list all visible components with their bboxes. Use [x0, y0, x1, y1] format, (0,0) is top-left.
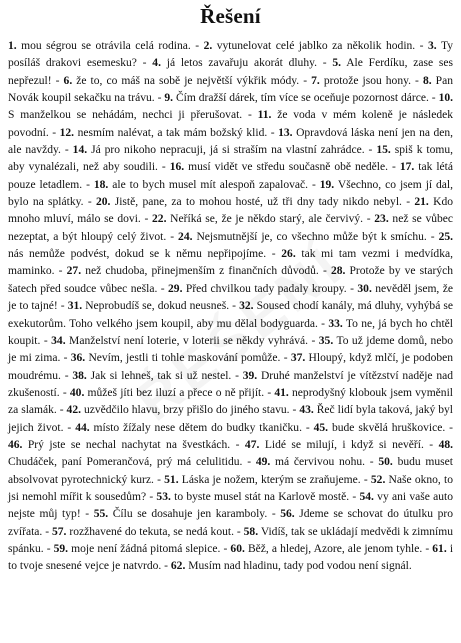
solution-text: Jistě, pane, za to mohou hosté, už tři dny tady nikdo nebyl. — [114, 196, 402, 209]
solution-item — [67, 265, 319, 277]
solution-text: Nevím, jestli ti tohle maskování pomůže. — [88, 352, 281, 365]
solution-item — [94, 508, 268, 520]
solution-number: 16. — [169, 161, 185, 174]
solution-number: 7. — [311, 74, 320, 87]
solution-number: 58. — [243, 525, 259, 538]
solution-text: Před chvilkou tady padaly kroupy. — [185, 282, 347, 295]
solution-number: 18. — [93, 178, 109, 191]
solution-number: 34. — [51, 334, 66, 347]
solution-number: 44. — [75, 421, 90, 434]
solution-text: můžeš jíti bez iluzí a přece o ně přijít. — [87, 386, 265, 399]
solution-text: Čílu se dosahuje jen karamboly. — [112, 508, 268, 521]
solution-number: 54. — [359, 490, 374, 503]
solution-number: 59. — [53, 542, 69, 555]
solution-number: 6. — [63, 74, 73, 87]
solution-item — [68, 300, 229, 312]
solution-text: budu muset absolvovat pyrotechnický kurz. — [8, 456, 454, 486]
solution-number: 50. — [378, 456, 393, 469]
solution-number: 26. — [281, 248, 296, 261]
solution-number: 46. — [8, 438, 23, 451]
solution-item — [230, 543, 422, 555]
solution-number: 56. — [280, 508, 295, 521]
solution-number: 39. — [242, 369, 258, 382]
solution-item — [152, 57, 317, 69]
solution-number: 36. — [70, 352, 86, 365]
solution-text: Ale Ferdíku, zase ses nepřezul! — [8, 57, 453, 87]
solution-item — [178, 231, 427, 243]
solution-number: 5. — [332, 57, 342, 70]
solution-text: Neříká se, že je někdo starý, ale červivý. — [170, 213, 364, 226]
solution-text: vy ani vaše auto nejste můj typ! — [8, 490, 453, 521]
solution-text: Musím nad hladinu, tady pod vodou není signál. — [188, 560, 412, 573]
solution-item — [75, 422, 302, 434]
solution-text: tak mi tam vezmi i medvídka, maminko. — [8, 248, 453, 278]
solution-text: Já pro nikoho nepracuji, já si straším na vlastní zahrádce. — [91, 144, 365, 157]
solution-text: má červivou nohu. — [275, 456, 366, 469]
solution-item — [67, 404, 290, 416]
solution-number: 19. — [319, 178, 335, 191]
solution-item — [96, 196, 402, 208]
solution-text: Pan Novák koupil sekačku na trávu. — [8, 74, 453, 105]
solution-text: než chudoba, přinejmenším z finančních důvodů. — [85, 265, 319, 278]
solution-text: Neprobudíš se, dokud neusneš. — [85, 300, 230, 313]
solution-number: 30. — [357, 282, 372, 295]
solution-text: spiš k tomu, aby vynalézali, než aby soudili. — [8, 144, 454, 174]
solution-item — [156, 491, 349, 503]
solution-number: 3. — [428, 40, 437, 52]
solution-text: Naše okno, to jsi nemohl mířit k sousedům? — [8, 473, 453, 503]
solution-number: 57. — [51, 525, 67, 538]
solution-item — [73, 144, 365, 156]
solution-number: 14. — [72, 144, 88, 157]
solution-text: S manželkou se nehádám, nechci ji přerušovat. — [8, 109, 243, 122]
solution-text: moje není žádná pitomá slepice. — [71, 542, 221, 555]
solution-text: Ty posíláš drakovi esemesku? — [8, 40, 454, 70]
solution-item — [170, 161, 388, 173]
solution-item — [64, 75, 300, 87]
solution-number: 23. — [374, 213, 389, 226]
solution-text: Kdo mnoho mluví, málo se dovi. — [8, 196, 454, 226]
solution-number: 22. — [152, 213, 167, 226]
solution-item — [52, 526, 234, 538]
solution-text: protože jsou hony. — [323, 74, 412, 87]
solution-item — [8, 40, 191, 52]
solution-number: 52. — [370, 473, 386, 486]
solution-number: 10. — [438, 92, 453, 105]
solution-number: 24. — [178, 230, 193, 243]
solution-item — [168, 283, 347, 295]
solution-text: Láska je nožem, kterým se zraňujeme. — [181, 473, 361, 486]
solution-number: 61. — [432, 542, 447, 555]
solution-text: Běž, a hledej, Azore, ale jenom tyhle. — [247, 542, 423, 555]
solution-number: 62. — [170, 560, 186, 573]
solution-item — [51, 335, 308, 347]
solution-text: nevěděl jsem, že je to tajné! — [8, 282, 453, 313]
solution-item — [94, 179, 308, 191]
solution-number: 53. — [156, 490, 171, 503]
solution-item — [71, 352, 281, 364]
solution-text: že to, co máš na sobě je největší výkřik módy. — [76, 74, 300, 87]
solution-number: 17. — [399, 161, 415, 174]
solution-text: ale to bych musel mít alespoň zapalovač. — [112, 178, 309, 191]
solution-item — [256, 456, 365, 468]
solution-text: bude skvělá hruškovice. — [331, 421, 446, 434]
solution-number: 60. — [230, 542, 245, 555]
solution-number: 42. — [66, 404, 81, 417]
solution-number: 13. — [278, 126, 293, 139]
solution-number: 40. — [69, 386, 85, 399]
solution-number: 41. — [274, 386, 289, 399]
solution-number: 15. — [376, 144, 391, 157]
solution-text: neprodyšný klobouk jsem vyměnil za slamák. — [8, 386, 453, 417]
solution-number: 29. — [168, 282, 183, 295]
solution-number: 37. — [290, 352, 306, 365]
solution-text: vytunelovat celé jablko za několik hodin. — [216, 40, 416, 52]
solution-text: Hloupý, když mlčí, je podoben moudrému. — [8, 352, 454, 382]
solution-number: 25. — [438, 230, 454, 243]
solution-text: tak létá pouze letadlem. — [8, 161, 453, 191]
solution-item — [314, 422, 446, 434]
solution-text: Jak si lehneš, tak si už nestel. — [90, 369, 232, 382]
solution-number: 21. — [414, 196, 429, 209]
solution-item — [152, 213, 363, 225]
solution-number: 48. — [438, 438, 454, 451]
solution-number: 31. — [67, 300, 83, 313]
solution-text: to byste musel stát na Karlově mostě. — [174, 490, 350, 503]
solution-number: 32. — [239, 300, 254, 313]
solution-text: mou ségrou se otrávila celá rodina. — [21, 40, 191, 52]
solution-number: 51. — [164, 473, 179, 486]
solution-text: Řeč lidí byla taková, jaký byl jejich život. — [8, 404, 453, 434]
solution-text: nás nemůže podvést, dokud se k němu nepřipojíme. — [8, 248, 267, 261]
solution-number: 27. — [66, 265, 82, 278]
solution-item — [164, 92, 429, 104]
solution-item — [54, 543, 221, 555]
solution-text: já letos zavařuju akorát dluhy. — [166, 57, 318, 70]
solution-text: nesmím nalévat, a tak mám božský klid. — [77, 126, 268, 139]
solution-item — [204, 40, 416, 52]
solution-item — [8, 439, 230, 451]
solution-number: 9. — [164, 92, 174, 105]
solution-number: 2. — [203, 40, 213, 52]
solution-text: Všechno, co jsem jí dal, bylo na splátky. — [8, 178, 454, 209]
solution-text: Protože by ve starých šatech před soudce vůbec nešla. — [8, 265, 453, 295]
solution-number: 49. — [255, 456, 271, 469]
solution-text: Chudáček, paní Pomerančová, prý má celulitidu. — [8, 456, 243, 469]
page-title: Řešení — [200, 4, 261, 28]
solutions-list: 1. mou ségrou se otrávila celá rodina. - 2. vytunelovat celé jablko za několik hodin. - 3. Ty posíláš drakovi esemesku? - 4. já letos zavařuju akorát dluhy. - 5. Ale Ferdíku, zase ses nepřezul! - 6. že to, co máš na sobě je největší výkřik módy. - 7. protože jsou hony. - 8. Pan Novák koupil sekačku na trávu. - 9. Čím dražší dárek, tím více se oceňuje pozornost dárce. - 10. S manželkou se nehádám, nechci ji přerušovat. - 11. že voda v mém koleně je následek povodní. - 12. nesmím nalévat, a tak mám božský klid. - 13. Opravdová láska není jen na den, ale navždy. - 14. Já pro nikoho nepracuji, já si straším na vlastní zahrádce. - 15. spiš k tomu, aby vynalézali, než aby soudili. - 16. musí vidět ve středu současně obě neděle. - 17. tak létá pouze letadlem. - 18. ale to bych musel mít alespoň zapalovač. - 19. Všechno, co jsem jí dal, bylo na splátky. - 20. Jistě, pane, za to mohou hosté, už tři dny tady nikdo nebyl. - 21. Kdo mnoho mluví, málo se dovi. - 22. Neříká se, že je někdo starý, ale červivý. - 23. než se vůbec nezeptat, a být hloupý celý život. - 24. Nejsmutnější je, co všechno může být k smíchu. - 25. nás nemůže podvést, dokud se k němu nepřipojíme. - 26. tak mi tam vezmi i medvídka, maminko. - 27. než chudoba, přinejmenším z finančních důvodů. - 28. Protože by ve starých šatech před soudce vůbec nešla. - 29. Před chvilkou tady padaly kroupy. - 30. nevěděl jsem, že je to tajné! - 31. Neprobudíš se, dokud neusneš. - 32. Soused chodí kanály, má dluhy, vyhýbá se exekutorům. Toho velkého jsem koupil, aby mu dělal bodyguarda. - 33. To ne, já bych ho chtěl koupit. - 34. Manželství není loterie, v loterii se někdy vyhrává. - 35. To už jdeme domů, nebo je mi zima. - 36. Nevím, jestli ti tohle maskování pomůže. - 37. Hloupý, když mlčí, je podoben moudrému. - 38. Jak si lehneš, tak si už nestel. - 39. Druhé manželství je vítězství naděje nad zkušeností. - 40. můžeš jíti bez iluzí a přece o ně přijít. - 41. neprodyšný klobouk jsem vyměnil za slamák. - 42. uzvědčilo hlavu, brzy přišlo do jiného stavu. - 43. Řeč lidí byla taková, jaký byl jejich život. - 44. místo žížaly nese dětem do budky tkaničku. - 45. bude skvělá hruškovice. - 46. Prý jste se nechal nachytat na švestkách. - 47. Lidé se milují, i když si nevěří. - 48. Chudáček, paní Pomerančová, prý má celulitidu. - 49. má červivou nohu. - 50. budu muset absolvovat pyrotechnický kurz. - 51. Láska je nožem, kterým se zraňujeme. - 52. Naše okno, to jsi nemohl mířit k sousedům? - 53. to byste musel stát na Karlově mostě. - 54. vy ani vaše auto nejste můj typ! - 55. Čílu se dosahuje jen karamboly. - 56. Jdeme se schovat do útulku pro zvířata. - 57. rozžhavené do tekuta, se nedá kout. - 58. Vidíš, tak se ukládají medvědi k zimnímu spánku. - 59. moje není žádná pitomá slepice. - 60. Běž, a hledej, Azore, ale jenom tyhle. - 61. i to tvoje snesené vejce je natvrdo. - 62. Musím nad hladinu, tady pod vodou není signál. — [8, 40, 454, 573]
solution-item — [60, 127, 268, 139]
solution-text: Čím dražší dárek, tím více se oceňuje pozornost dárce. — [175, 92, 429, 105]
solution-number: 45. — [313, 421, 329, 434]
solution-text: uzvědčilo hlavu, brzy přišlo do jiného stavu. — [83, 404, 290, 417]
solution-number: 43. — [299, 404, 314, 417]
solution-text: než se vůbec nezeptat, a být hloupý celý život. — [8, 213, 454, 243]
solution-item — [72, 370, 231, 382]
solution-number: 35. — [318, 334, 334, 347]
solution-text: To ne, já bych ho chtěl koupit. — [8, 317, 453, 347]
solution-number: 47. — [244, 438, 260, 451]
solution-text: místo žížaly nese dětem do budky tkaničku. — [93, 421, 302, 434]
solution-text: Jdeme se schovat do útulku pro zvířata. — [8, 508, 454, 538]
solution-text: To už jdeme domů, nebo je mi zima. — [8, 334, 454, 365]
solution-text: Opravdová láska není jen na den, ale navždy. — [8, 126, 454, 157]
solution-text: Nejsmutnější je, co všechno může být k smíchu. — [196, 230, 427, 243]
solution-number: 55. — [93, 508, 109, 521]
solution-text: rozžhavené do tekuta, se nedá kout. — [69, 525, 234, 538]
solution-text: Vidíš, tak se ukládají medvědi k zimnímu spánku. — [8, 525, 454, 555]
solution-text: i to tvoje snesené vejce je natvrdo. — [8, 542, 454, 573]
solution-text: že voda v mém koleně je následek povodní. — [8, 109, 454, 139]
solution-number: 8. — [422, 74, 432, 87]
solution-item — [311, 75, 411, 87]
solution-text: Prý jste se nechal nachytat na švestkách. — [27, 438, 231, 451]
solution-text: Druhé manželství je vítězství naděje nad zkušeností. — [8, 369, 454, 399]
solution-text: Manželství není loterie, v loterii se někdy vyhrává. — [69, 334, 309, 347]
solution-number: 11. — [257, 109, 272, 122]
solution-item — [171, 560, 412, 572]
solution-number: 12. — [59, 126, 75, 139]
solution-number: 38. — [72, 369, 87, 382]
solution-number: 33. — [328, 317, 343, 330]
solution-text: Lidé se milují, i když si nevěří. — [264, 438, 424, 451]
solution-text: Soused chodí kanály, má dluhy, vyhýbá se exekutorům. Toho velkého jsem koupil, aby mu dělal bodyguarda. — [8, 300, 454, 330]
solution-item — [164, 474, 361, 486]
solution-number: 1. — [8, 40, 17, 52]
solution-text: musí vidět ve středu současně obě neděle. — [188, 161, 389, 174]
solution-number: 28. — [330, 265, 346, 278]
solution-number: 20. — [95, 196, 111, 209]
solution-number: 4. — [152, 57, 161, 70]
solution-item — [245, 439, 424, 451]
solution-item — [70, 387, 264, 399]
